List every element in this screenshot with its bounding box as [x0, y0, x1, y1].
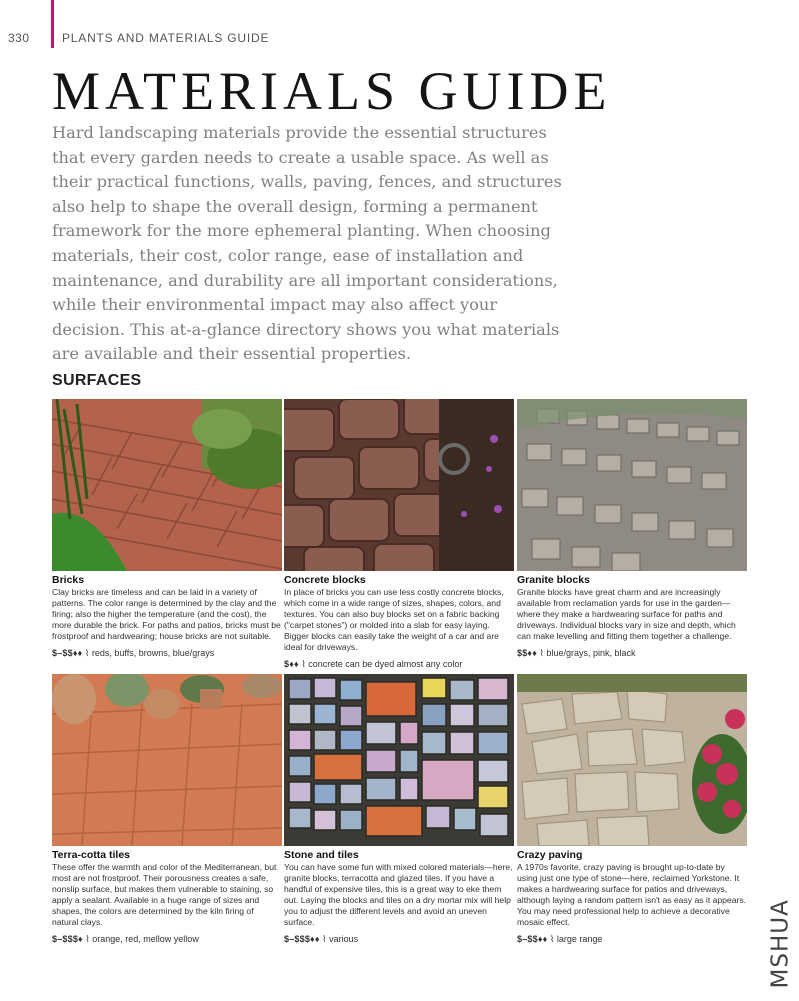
material-card-concrete-blocks: [284, 399, 514, 670]
rating-note: concrete can be dyed almost any color: [308, 659, 463, 669]
bricks-photo: [52, 399, 282, 571]
rating-cost-durability: $–$$$♦: [52, 934, 83, 944]
leaf-icon: ⌇: [84, 648, 90, 658]
rating-cost-durability: $♦♦: [284, 659, 299, 669]
material-description: Clay bricks are timeless and can be laid in a variety of patterns. The color range is determined by the clay and the firing; also the higher the temperature (and the cost), the more durable the brick. For paths and patios, bricks must be frostproof and hardwearing; house bricks are not suitable.: [52, 587, 281, 641]
material-rating: [517, 648, 747, 659]
running-head: PLANTS AND MATERIALS GUIDE: [62, 31, 270, 45]
leaf-icon: ⌇: [549, 934, 555, 944]
material-name: Crazy paving: [517, 849, 583, 861]
material-name: Granite blocks: [517, 574, 590, 586]
page-number: 330: [8, 31, 30, 45]
rating-note: large range: [556, 934, 603, 944]
stone-and-tiles-photo: [284, 674, 514, 846]
material-name: Stone and tiles: [284, 849, 359, 861]
material-rating: [284, 934, 514, 945]
leaf-icon: ⌇: [301, 659, 306, 669]
rating-cost-durability: $–$$♦♦: [52, 648, 83, 658]
rating-cost-durability: $–$$$♦♦: [284, 934, 320, 944]
concrete-blocks-photo: [284, 399, 514, 571]
leaf-icon: ⌇: [322, 934, 327, 944]
granite-blocks-photo: [517, 399, 747, 571]
material-card-stone-and-tiles: [284, 674, 514, 945]
material-card-crazy-paving: [517, 674, 747, 945]
watermark-text: MSHUA: [767, 899, 794, 989]
material-description: Granite blocks have great charm and are increasingly available from reclamation yards for use in the garden—where they make a hardwearing surface for paths and driveways. Individual blocks vary in size and depth, which can make levelling and fitting them together a challenge.: [517, 587, 736, 641]
accent-bar: [51, 0, 54, 48]
terra-cotta-tiles-photo: [52, 674, 282, 846]
material-description: You can have some fun with mixed colored materials—here, granite blocks, terracotta and glazed tiles. If you have a handful of expensive tiles, this is a great way to eke them out. Laying the blocks and tiles on a dry mortar mix will help you to adjust the different levels and avoid an uneven surface.: [284, 862, 513, 927]
rating-note: blue/grays, pink, black: [546, 648, 636, 658]
material-description: These offer the warmth and color of the Mediterranean, but most are not frostproof. Their porousness creates a safe, nonslip surface, but makes them vulnerable to staining, so apply a sealant. Available in a huge range of sizes and shapes, the colors are determined by the kiln firing of natural clays.: [52, 862, 277, 927]
page-title: MATERIALS GUIDE: [52, 61, 612, 121]
leaf-icon: ⌇: [85, 934, 90, 944]
rating-cost-durability: $$♦♦: [517, 648, 537, 658]
material-card-bricks: [52, 399, 282, 659]
leaf-icon: ⌇: [539, 648, 544, 658]
crazy-paving-photo: [517, 674, 747, 846]
material-rating: [52, 934, 282, 945]
material-card-terra-cotta-tiles: [52, 674, 282, 945]
rating-note: reds, buffs, browns, blue/grays: [91, 648, 215, 658]
watermark: [764, 885, 794, 990]
material-description: In place of bricks you can use less costly concrete blocks, which come in a wide range of sizes, shapes, colors, and textures. You can also buy blocks set on a fabric backing ("carpet stones") or molded into a slab for easy laying. Bigger blocks can easily take the weight of a car and are ideal for driveways.: [284, 587, 504, 652]
material-rating: [517, 934, 747, 945]
rating-note: various: [329, 934, 359, 944]
material-rating: [284, 659, 514, 670]
material-card-granite-blocks: [517, 399, 747, 659]
material-rating: [52, 648, 282, 659]
material-name: Bricks: [52, 574, 85, 586]
material-description: A 1970s favorite, crazy paving is brought up-to-date by using just one type of stone—here, reclaimed Yorkstone. It makes a hardwearing surface for patios and driveways, although laying a random pattern isn't as easy as it appears. You may need professional help to achieve a decorative mosaic effect.: [517, 862, 747, 927]
material-name: Concrete blocks: [284, 574, 366, 586]
rating-cost-durability: $–$$♦♦: [517, 934, 548, 944]
material-name: Terra-cotta tiles: [52, 849, 130, 861]
rating-note: orange, red, mellow yellow: [92, 934, 199, 944]
section-heading-surfaces: SURFACES: [52, 372, 142, 389]
intro-paragraph: Hard landscaping materials provide the essential structures that every garden needs to create a usable space. As well as their practical functions, walls, paving, fences, and structures also help to shape the overall design, forming a permanent framework for the more ephemeral planting. When choosing materials, their cost, color range, ease of installation and maintenance, and durability are all important considerations, while their environmental impact may also affect your decision. This at-a-glance directory shows you what materials are available and their essential properties.: [52, 123, 562, 364]
